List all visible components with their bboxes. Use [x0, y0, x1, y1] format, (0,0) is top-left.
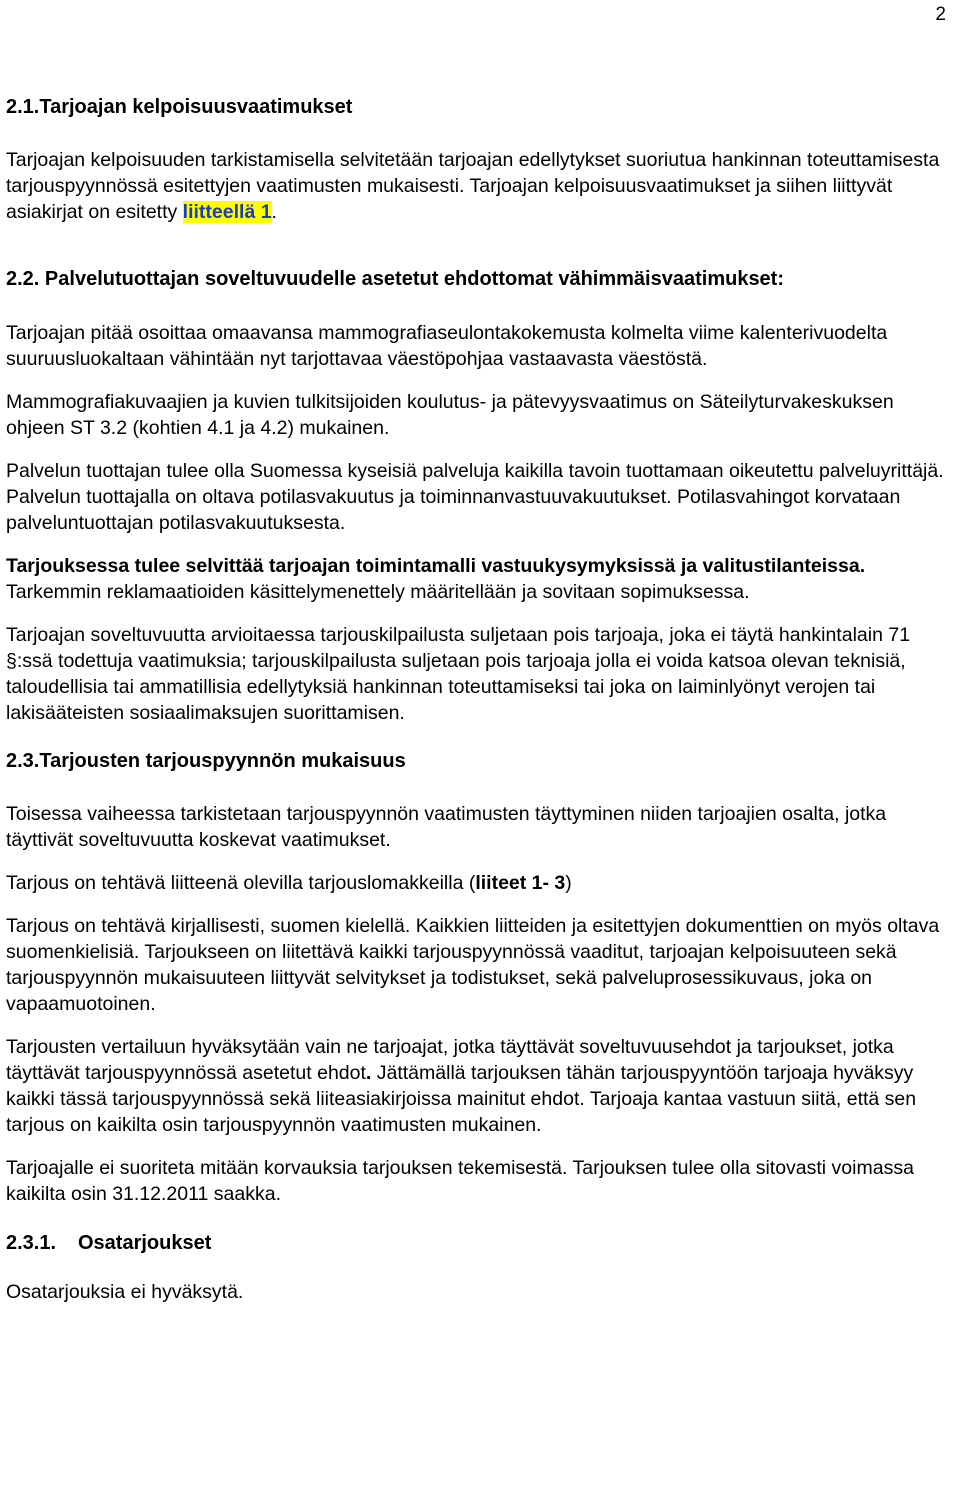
page-number: 2: [935, 4, 946, 25]
section-2-3-1-paragraph: Osatarjouksia ei hyväksytä.: [6, 1281, 244, 1303]
section-2-2-paragraph-3: Palvelun tuottajan tulee olla Suomessa kyseisiä palveluja kaikilla tavoin tuottamaan oikeutettu palveluyrittäjä. Palvelun tuottajalla on oltava potilasvakuutus ja toiminnanvastuuvakuutukset. Potilasvahingot korvataan palveluntuottajan potilasvakuutuksesta.: [6, 460, 944, 534]
section-2-3-paragraph-2-start: Tarjous on tehtävä liitteenä olevilla tarjouslomakkeilla (: [6, 872, 476, 894]
attachment-1-highlight: liitteellä 1: [182, 201, 272, 223]
section-2-2-heading: [6, 266, 946, 292]
section-2-3-1-title: Osatarjoukset: [78, 1232, 212, 1254]
section-2-2-paragraph-1: Tarjoajan pitää osoittaa omaavansa mammografiaseulontakokemusta kolmelta viime kalenterivuodelta suuruusluokaltaan vähintään nyt tarjottavaa väestöpohjaa vastaavasta väestöstä.: [6, 322, 888, 370]
section-2-3-paragraph-1: Toisessa vaiheessa tarkistetaan tarjouspyynnön vaatimusten täyttyminen niiden tarjoajien osalta, jotka täyttivät soveltuvuutta koskevat vaatimukset.: [6, 803, 887, 851]
section-2-3-paragraph-5: Tarjoajalle ei suoriteta mitään korvauksia tarjouksen tekemisestä. Tarjouksen tulee olla sitovasti voimassa kaikilta osin 31.12.2011 saakka.: [6, 1157, 914, 1205]
section-2-1-heading: [6, 94, 946, 120]
section-2-3-paragraph-3: Tarjous on tehtävä kirjallisesti, suomen kielellä. Kaikkien liitteiden ja esitettyjen dokumenttien on myös oltava suomenkielisiä. Tarjoukseen on liitettävä kaikki tarjouspyynnössä vaaditut, tarjoajan kelpoisuuteen sekä tarjouspyynnön mukaisuuteen liittyvät selvitykset ja todistukset, sekä palveluprosessikuvaus, joka on vapaamuotoinen.: [6, 915, 940, 1015]
section-2-2-number: 2.2.: [6, 268, 40, 290]
section-2-1-number: 2.1.: [6, 96, 40, 118]
section-2-3-paragraph-4: [6, 1034, 946, 1138]
section-2-3-number: 2.3.: [6, 750, 40, 772]
section-2-3-heading: [6, 748, 946, 774]
section-2-3-1-number: 2.3.1.: [6, 1232, 57, 1254]
section-2-3-1-heading: [6, 1230, 946, 1256]
section-2-3-paragraph-2-end: ): [565, 872, 572, 894]
responsibility-bold-text: Tarjouksessa tulee selvittää tarjoajan toimintamalli vastuukysymyksissä ja valitustilanteissa.: [6, 555, 866, 577]
section-2-2-title: Palvelutuottajan soveltuvuudelle asetetut ehdottomat vähimmäisvaatimukset:: [44, 268, 785, 290]
section-2-2-paragraph-4-rest: Tarkemmin reklamaatioiden käsittelymenettely määritellään ja sovitaan sopimuksessa.: [6, 581, 750, 603]
section-2-3-paragraph-4-dot: .: [365, 1062, 372, 1084]
section-2-1-end: .: [271, 201, 277, 223]
section-2-3-paragraph-2: [6, 870, 946, 896]
section-2-1-text: Tarjoajan kelpoisuuden tarkistamisella selvitetään tarjoajan edellytykset suoriutua hankinnan toteuttamisesta tarjouspyynnössä esitettyjen vaatimusten mukaisesti. Tarjoajan kelpoisuusvaatimukset ja siihen liittyvät asiakirjat on esitetty: [6, 149, 940, 223]
section-2-1-title: Tarjoajan kelpoisuusvaatimukset: [39, 96, 353, 118]
section-2-2-paragraph-5: Tarjoajan soveltuvuutta arvioitaessa tarjouskilpailusta suljetaan pois tarjoaja, joka ei täytä hankintalain 71 §:ssä todettuja vaatimuksia; tarjouskilpailusta suljetaan pois tarjoaja jolla ei voida katsoa olevan teknisiä, taloudellisia tai ammatillisia edellytyksiä hankinnan toteuttamiseksi tai joka on laiminlyönyt verojen tai lakisääteisten sosiaalimaksujen suorittamisen.: [6, 624, 911, 724]
document-body: [6, 94, 946, 1305]
section-2-3-title: Tarjousten tarjouspyynnön mukaisuus: [39, 750, 406, 772]
section-2-2-paragraph-4: [6, 553, 946, 605]
section-2-3-paragraph-4-start: Tarjousten vertailuun hyväksytään vain ne tarjoajat, jotka täyttävät soveltuvuusehdot ja tarjoukset, jotka täyttävät tarjouspyynnössä asetetut ehdot: [6, 1036, 894, 1084]
section-2-2-paragraph-2: Mammografiakuvaajien ja kuvien tulkitsijoiden koulutus- ja pätevyysvaatimus on Säteilyturvakeskuksen ohjeen ST 3.2 (kohtien 4.1 ja 4.2) mukainen.: [6, 391, 894, 439]
section-2-3-paragraph-4-rest: Jättämällä tarjouksen tähän tarjouspyyntöön tarjoaja hyväksyy kaikki tässä tarjouspyynnössä sekä liiteasiakirjoissa mainitut ehdot. Tarjoaja kantaa vastuun siitä, että sen tarjous on kaikilta osin tarjouspyynnön vaatimusten mukainen.: [6, 1062, 917, 1136]
attachments-bold-text: liiteet 1- 3: [475, 872, 566, 894]
section-2-1-paragraph: [6, 147, 946, 225]
